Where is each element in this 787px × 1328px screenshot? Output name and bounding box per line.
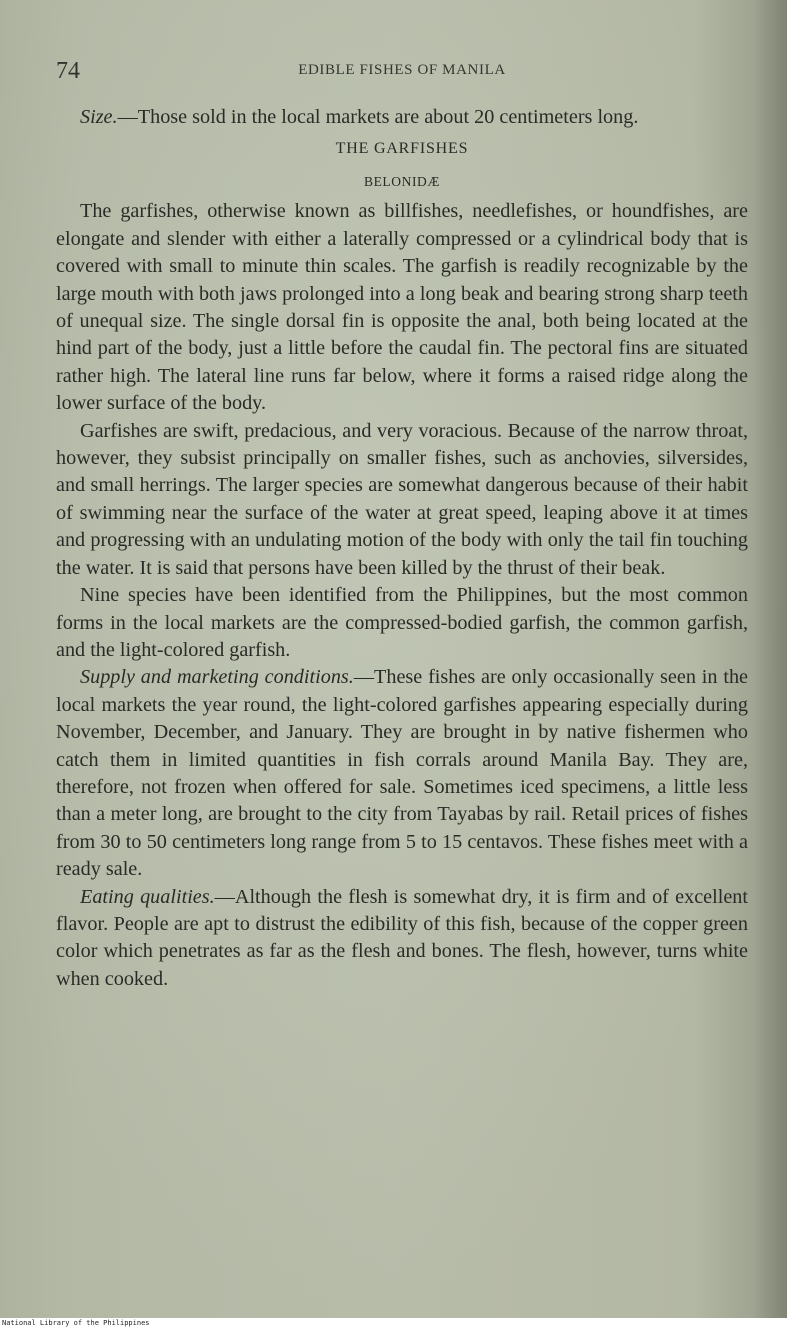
library-credit: National Library of the Philippines <box>2 1319 150 1327</box>
species-paragraph: Nine species have been identified from the Philippines, but the most common forms in the local markets are the compressed-bodied garfish, the common garfish, and the light-colored garfish. <box>56 584 748 661</box>
section-title: THE GARFISHES <box>335 140 469 158</box>
eating-label: Eating qualities. <box>80 885 215 908</box>
supply-paragraph <box>56 664 748 883</box>
binding-shadow <box>753 0 787 1318</box>
page-number: 74 <box>56 58 80 84</box>
eating-paragraph <box>56 884 748 994</box>
supply-label: Supply and marketing conditions. <box>80 666 354 689</box>
eating-text: —Although the flesh is somewhat dry, it is firm and of excellent flavor. People are apt to distrust the edibility of this fish, because of the copper green color which penetrates as far as the flesh and bones. The flesh, however, turns white when cooked. <box>56 885 748 990</box>
running-head: EDIBLE FISHES OF MANILA <box>298 62 506 78</box>
size-label: Size. <box>80 106 118 128</box>
family-title: BELONIDÆ <box>363 174 441 190</box>
description-paragraph: The garfishes, otherwise known as billfishes, needlefishes, or houndfishes, are elongate and slender with either a laterally compressed or a cylindrical body that is covered with small to minute thin scales. The garfish is readily recognizable by the large mouth with both jaws prolonged into a long beak and bearing strong sharp teeth of unequal size. The single dorsal fin is opposite the anal, both being located at the hind part of the body, just a little before the caudal fin. The pectoral fins are situated rather high. The lateral line runs far below, where it forms a raised ridge along the lower surface of the body. <box>56 200 748 415</box>
page-header <box>56 58 748 88</box>
size-text: —Those sold in the local markets are about 20 centimeters long. <box>117 106 639 128</box>
page-body <box>56 104 748 993</box>
habits-paragraph: Garfishes are swift, predacious, and very voracious. Because of the narrow throat, however, they subsist principally on smaller fishes, such as anchovies, silversides, and small herrings. The larger species are somewhat dangerous because of their habit of swimming near the surface of the water at great speed, leaping above it at times and progressing with an undulating motion of the body with only the tail fin touching the water. It is said that persons have been killed by the thrust of their beak. <box>56 419 748 579</box>
size-paragraph <box>56 104 748 131</box>
supply-text: —These fishes are only occasionally seen in the local markets the year round, the light-colored garfishes appearing especially during November, December, and January. They are brought in by native fishermen who catch them in limited quantities in fish corrals around Manila Bay. They are, therefore, not frozen when offered for sale. Sometimes iced specimens, a little less than a meter long, are brought to the city from Tayabas by rail. Retail prices of fishes from 30 to 50 centimeters long range from 5 to 15 centavos. These fishes meet with a ready sale. <box>56 666 748 881</box>
